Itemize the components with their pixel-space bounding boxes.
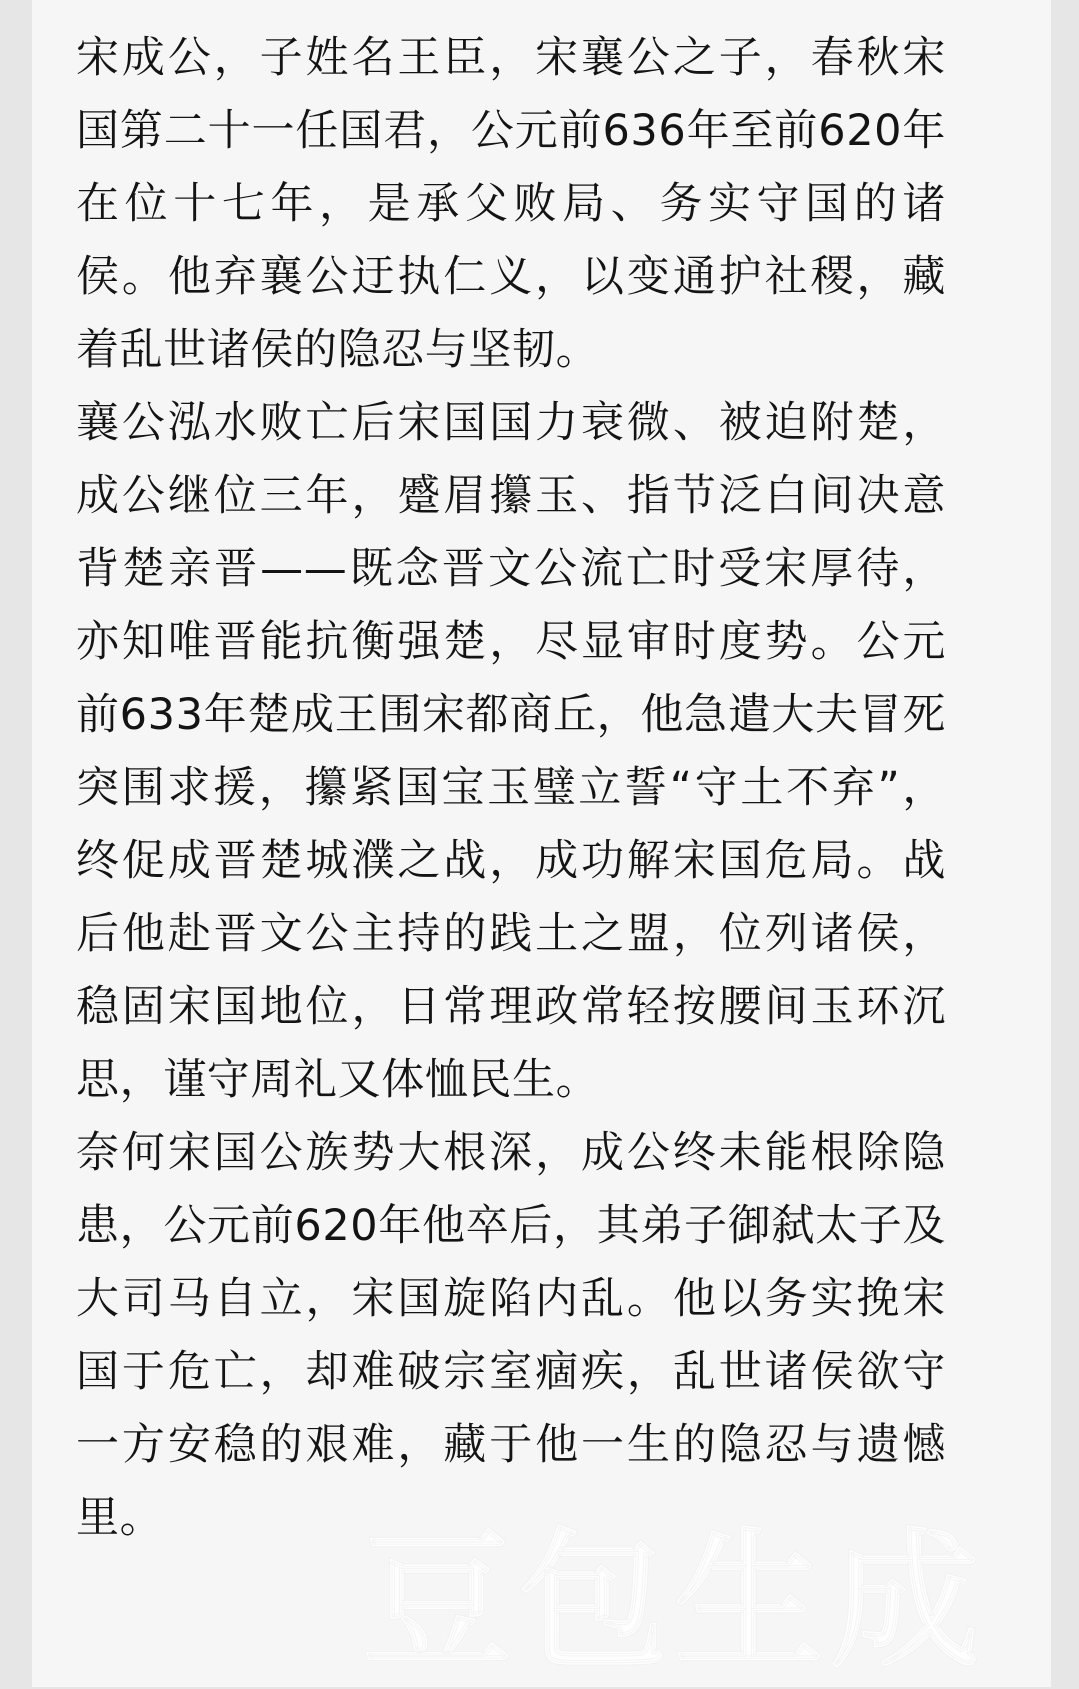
paragraph-3: 奈何宋国公族势大根深，成公终未能根除隐患，公元前620年他卒后，其弟子御弑太子及大司马自立，宋国旋陷内乱。他以务实挽宋国于危亡，却难破宗室痼疾，乱世诸侯欲守一方安稳的艰难，藏于他一生的隐忍与遗憾里。 — [76, 1128, 946, 1543]
paragraph-2: 襄公泓水败亡后宋国国力衰微、被迫附楚，成公继位三年，蹙眉攥玉、指节泛白间决意背楚亲晋——既念晋文公流亡时受宋厚待，亦知唯晋能抗衡强楚，尽显审时度势。公元前633年楚成王围宋都商丘，他急遣大夫冒死突围求援，攥紧国宝玉璧立誓“守土不弃”，终促成晋楚城濮之战，成功解宋国危局。战后他赴晋文公主持的践土之盟，位列诸侯，稳固宋国地位，日常理政常轻按腰间玉环沉思，谨守周礼又体恤民生。 — [76, 398, 946, 1105]
paragraph-1: 宋成公，子姓名王臣，宋襄公之子，春秋宋国第二十一任国君，公元前636年至前620年在位十七年，是承父败局、务实守国的诸侯。他弃襄公迂执仁义，以变通护社稷，藏着乱世诸侯的隐忍与坚韧。 — [76, 33, 946, 375]
watermark-text: 豆包生成 — [362, 1515, 987, 1689]
document-page — [32, 0, 1051, 1687]
article-body — [76, 22, 946, 1555]
